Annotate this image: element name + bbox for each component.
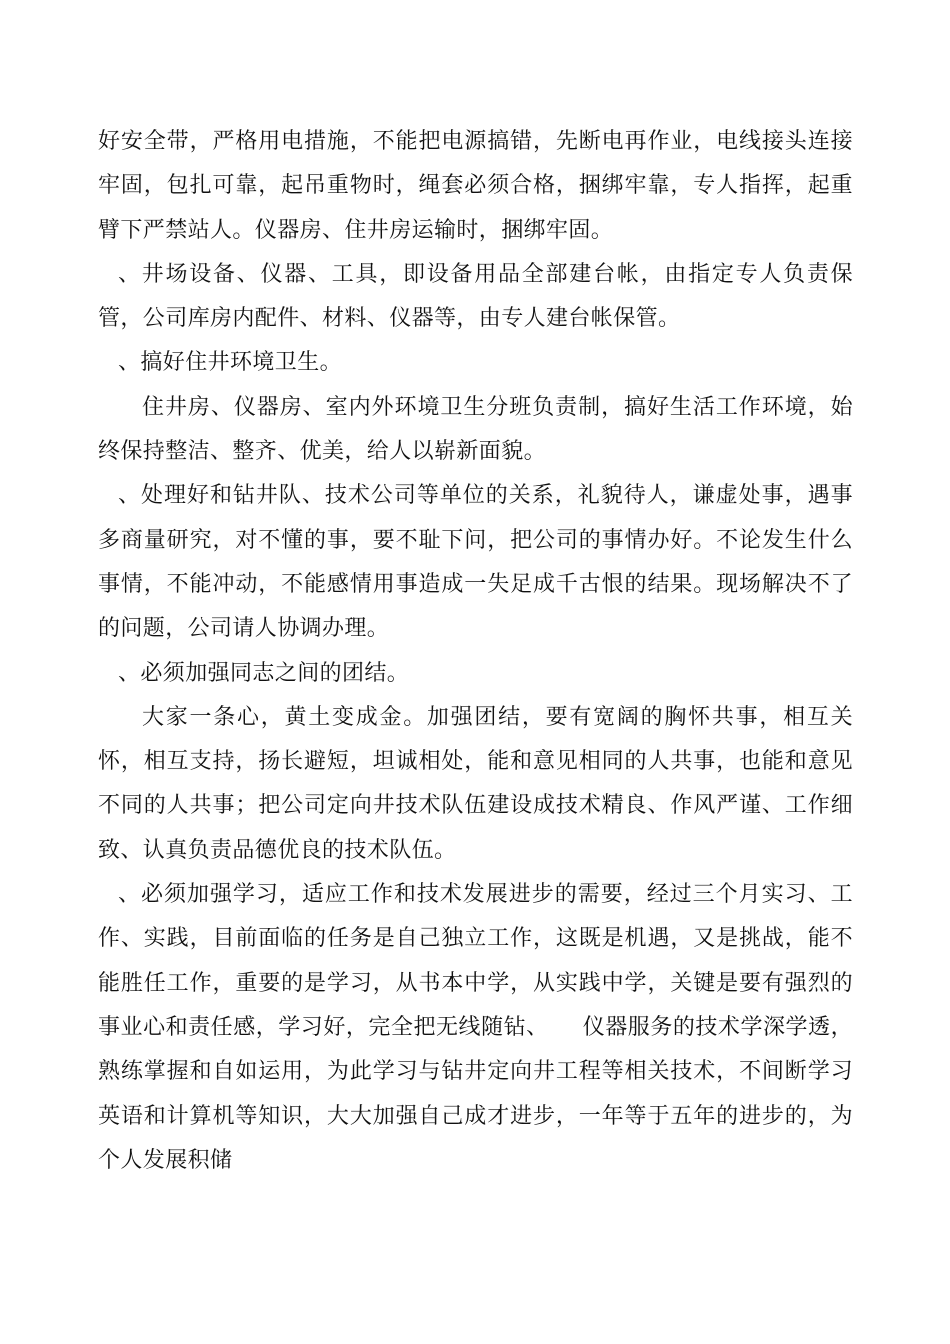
paragraph-5: 、处理好和钻井队、技术公司等单位的关系，礼貌待人，谦虚处事，遇事多商量研究，对不懂的事，要不耻下问，把公司的事情办好。不论发生什么事情，不能冲动，不能感情用事造成一失足成千古恨的结果。现场解决不了的问题，公司请人协调办理。 [98,483,853,642]
paragraph-3: 、搞好住井环境卫生。 [118,350,343,376]
paragraph-7: 大家一条心，黄土变成金。加强团结，要有宽阔的胸怀共事，相互关怀，相互支持，扬长避短，坦诚相处，能和意见相同的人共事，也能和意见不同的人共事；把公司定向井技术队伍建设成技术精良、作风严谨、工作细致、认真负责品德优良的技术队伍。 [98,704,853,863]
paragraph-8: 、必须加强学习，适应工作和技术发展进步的需要，经过三个月实习、工作、实践，目前面临的任务是自己独立工作，这既是机遇，又是挑战，能不能胜任工作，重要的是学习，从书本中学，从实践中学，关键是要有强烈的事业心和责任感，学习好，完全把无线随钻、 仪器服务的技术学深学透，熟练掌握和自如运用，为此学习与钻井定向井工程等相关技术，不间断学习英语和计算机等知识，大大加强自己成才进步，一年等于五年的进步的，为个人发展积储 [98,882,853,1173]
document-body [98,120,853,1183]
paragraph-6: 、必须加强同志之间的团结。 [118,660,410,686]
paragraph-4: 住井房、仪器房、室内外环境卫生分班负责制，搞好生活工作环境，始终保持整洁、整齐、优美，给人以崭新面貌。 [98,394,853,465]
paragraph-2: 、井场设备、仪器、工具，即设备用品全部建台帐，由指定专人负责保管，公司库房内配件、材料、仪器等，由专人建台帐保管。 [98,261,853,332]
paragraph-1: 好安全带，严格用电措施，不能把电源搞错，先断电再作业，电线接头连接牢固，包扎可靠，起吊重物时，绳套必须合格，捆绑牢靠，专人指挥，起重臂下严禁站人。仪器房、住井房运输时，捆绑牢固。 [98,129,853,243]
